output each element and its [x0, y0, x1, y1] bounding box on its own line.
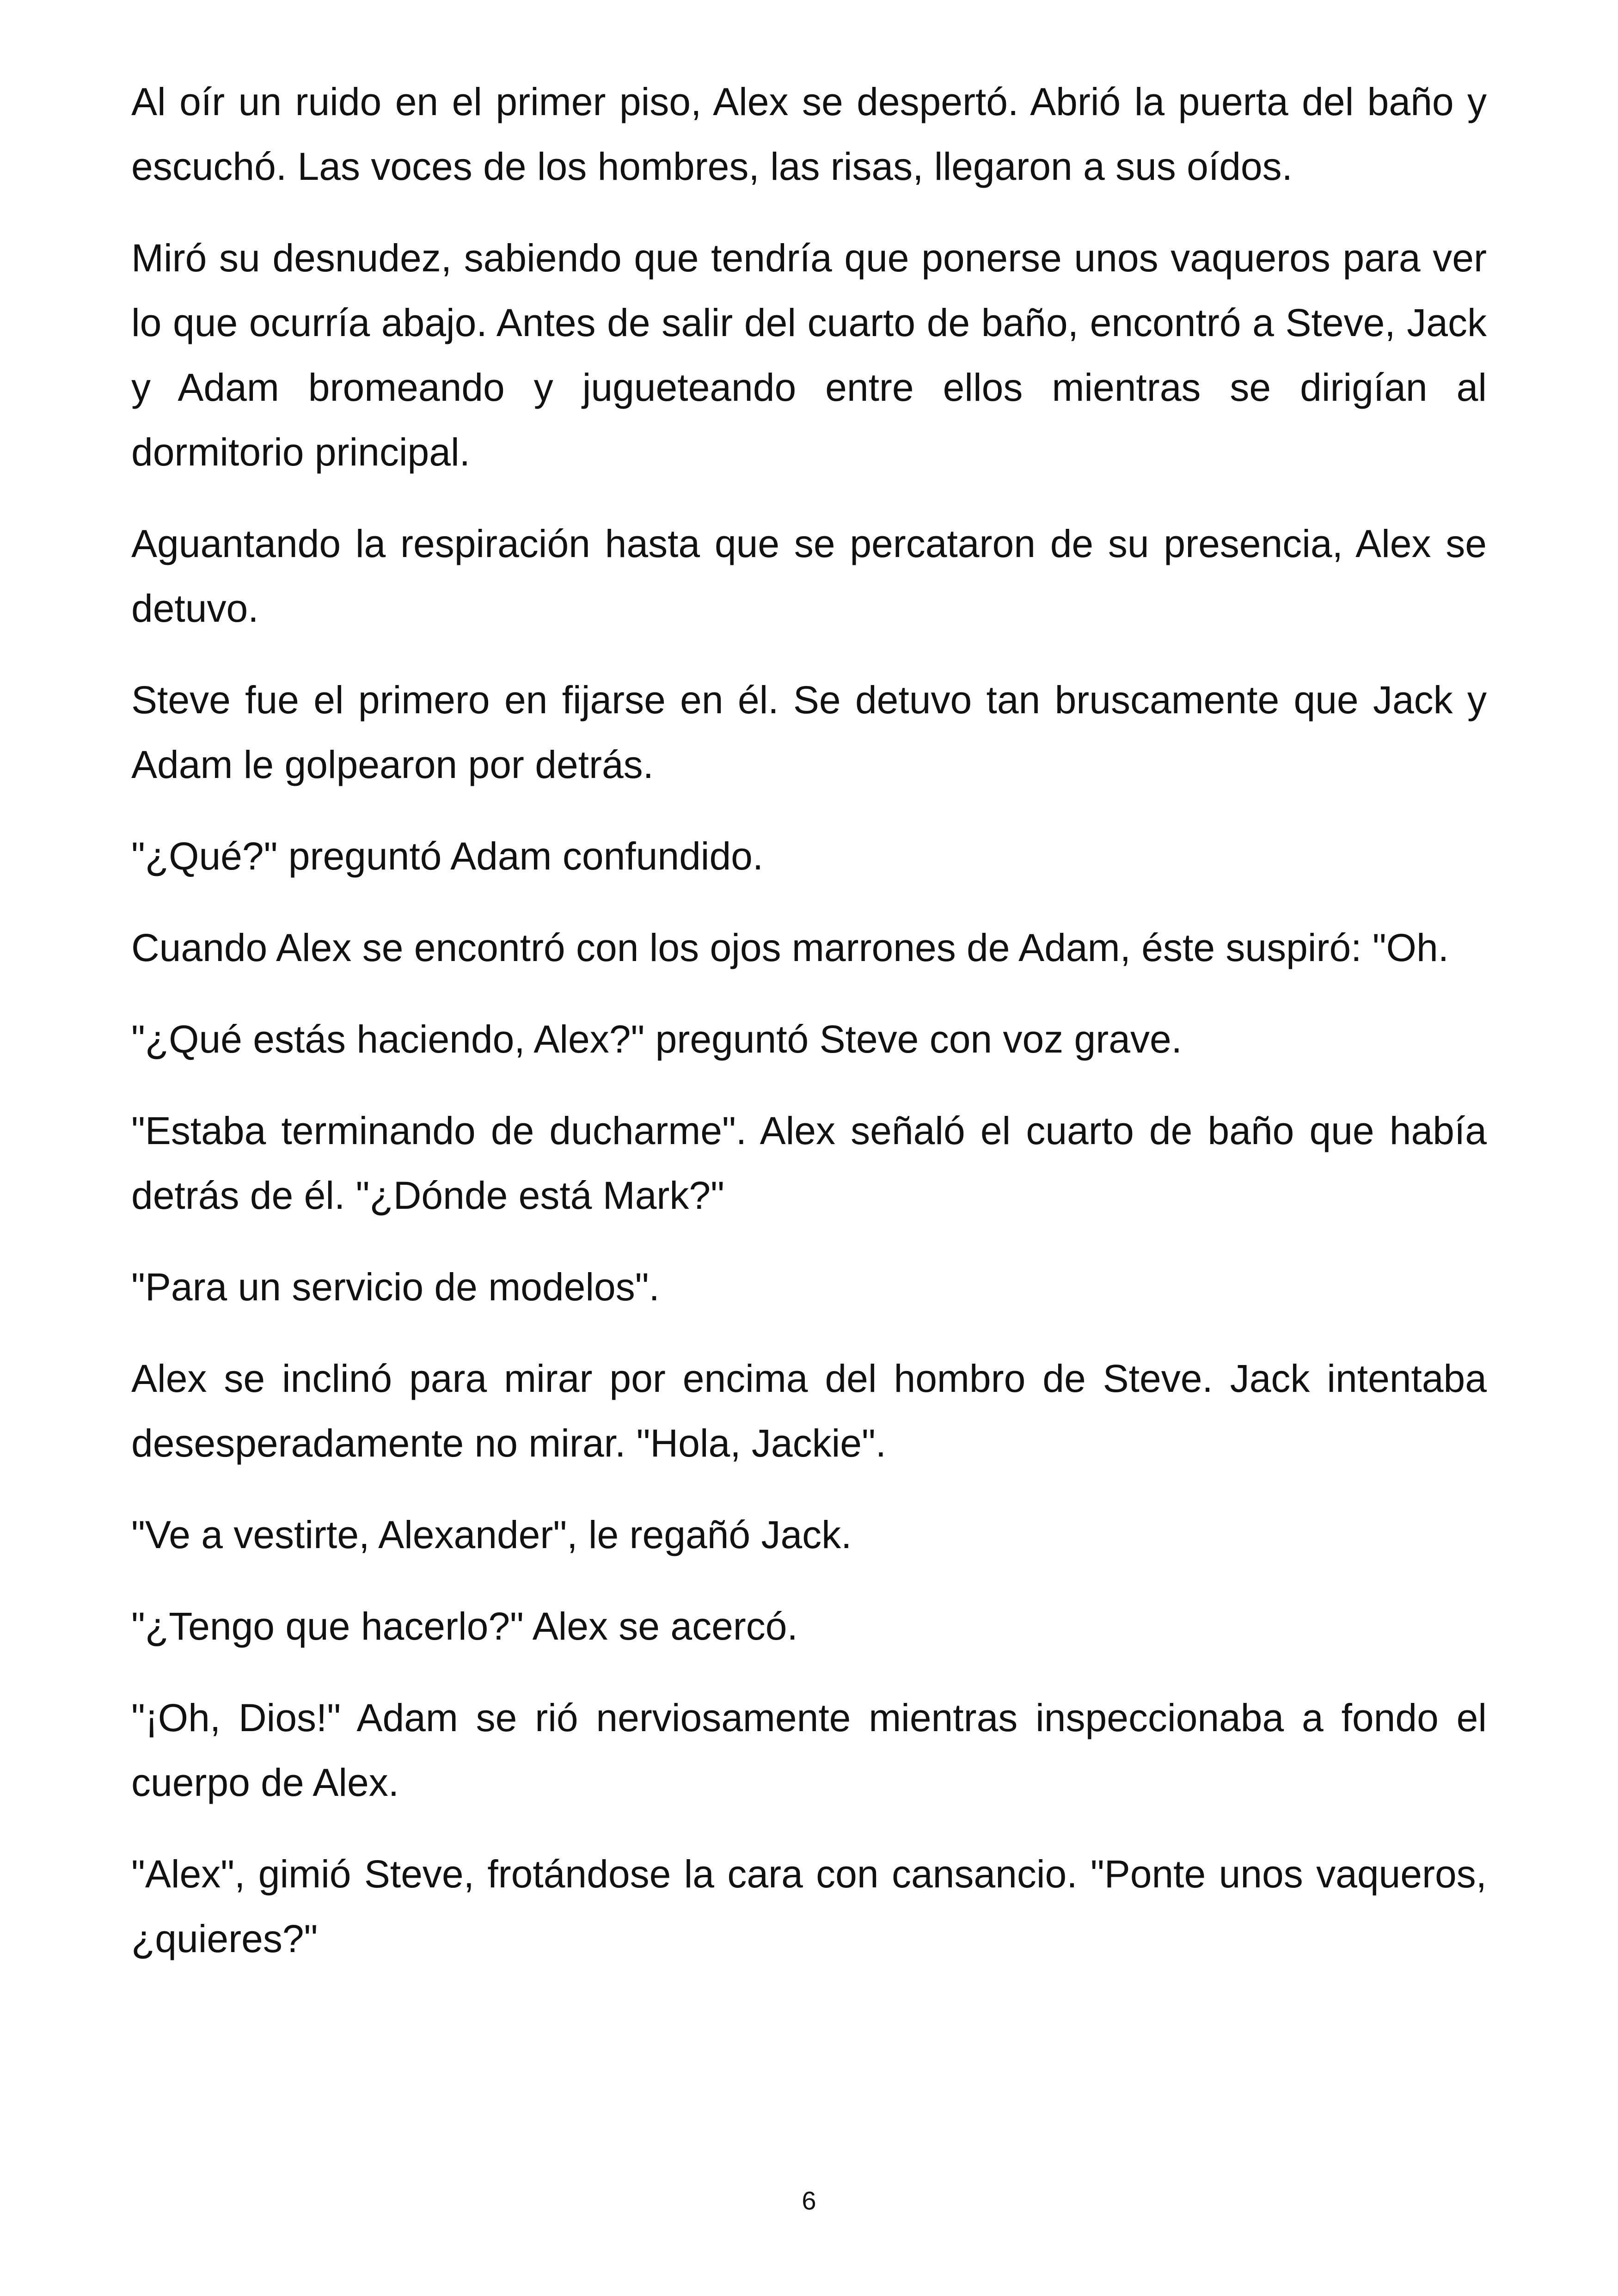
paragraph-1: Al oír un ruido en el primer piso, Alex se despertó. Abrió la puerta del baño y escuchó. Las voces de los hombres, las risas, llegaron a sus oídos. [131, 80, 1487, 188]
paragraph-4: Steve fue el primero en fijarse en él. Se detuvo tan bruscamente que Jack y Adam le golpearon por detrás. [131, 678, 1487, 786]
paragraph-2: Miró su desnudez, sabiendo que tendría que ponerse unos vaqueros para ver lo que ocurría abajo. Antes de salir del cuarto de baño, encontró a Steve, Jack y Adam bromeando y jugueteando entre ellos mientras se dirigían al dormitorio principal. [131, 236, 1487, 474]
paragraph-3: Aguantando la respiración hasta que se percataron de su presencia, Alex se detuvo. [131, 522, 1487, 630]
paragraph-10: Alex se inclinó para mirar por encima del hombro de Steve. Jack intentaba desesperadamente no mirar. "Hola, Jackie". [131, 1357, 1487, 1465]
paragraph-11: "Ve a vestirte, Alexander", le regañó Jack. [131, 1513, 852, 1556]
paragraph-5: "¿Qué?" preguntó Adam confundido. [131, 834, 764, 878]
paragraph-14: "Alex", gimió Steve, frotándose la cara con cansancio. "Ponte unos vaqueros, ¿quieres?" [131, 1852, 1487, 1960]
paragraph-8: "Estaba terminando de ducharme". Alex señaló el cuarto de baño que había detrás de él. "¿Dónde está Mark?" [131, 1109, 1487, 1217]
paragraph-13: "¡Oh, Dios!" Adam se rió nerviosamente mientras inspeccionaba a fondo el cuerpo de Alex. [131, 1696, 1487, 1804]
paragraph-6: Cuando Alex se encontró con los ojos marrones de Adam, éste suspiró: "Oh. [131, 926, 1449, 969]
paragraph-12: "¿Tengo que hacerlo?" Alex se acercó. [131, 1604, 798, 1648]
body-text [131, 69, 1487, 1998]
paragraph-9: "Para un servicio de modelos". [131, 1265, 660, 1309]
paragraph-7: "¿Qué estás haciendo, Alex?" preguntó Steve con voz grave. [131, 1017, 1183, 1061]
page-number: 6 [802, 2186, 816, 2215]
